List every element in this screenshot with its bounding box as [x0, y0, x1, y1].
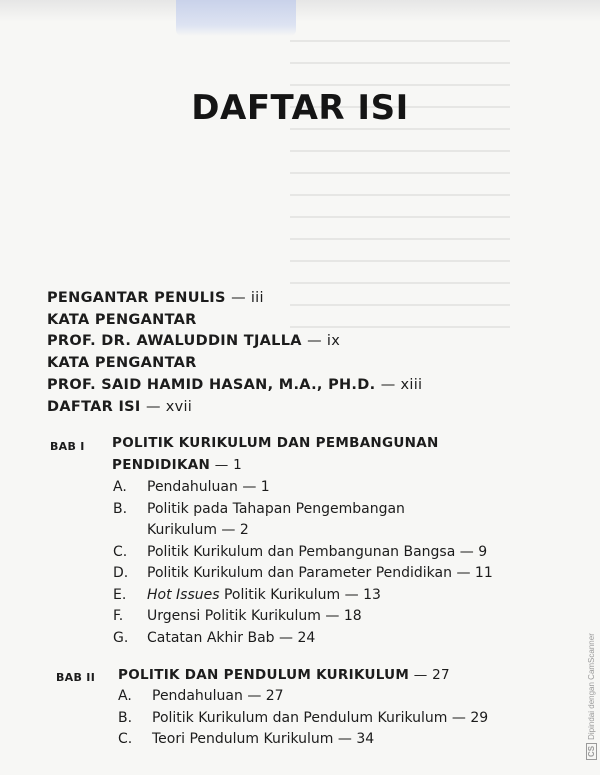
- page-number: 27: [432, 667, 450, 683]
- dash: —: [279, 629, 293, 646]
- page-number: 29: [470, 709, 489, 726]
- page-number: 34: [356, 731, 375, 747]
- dash: —: [221, 522, 236, 538]
- front-matter-item: [47, 310, 422, 332]
- page-number: 1: [260, 479, 270, 495]
- front-matter-text: PROF. DR. AWALUDDIN TJALLA: [47, 333, 302, 350]
- chapter-title-line: [112, 454, 439, 476]
- dash: —: [413, 667, 428, 683]
- dash: —: [459, 543, 474, 560]
- toc-entry: [118, 729, 488, 751]
- entry-text: Politik Kurikulum dan Pendulum Kurikulum: [152, 709, 448, 726]
- chapter-label: BAB II: [56, 671, 96, 684]
- chapter-entries: [113, 477, 493, 649]
- entry-letter: C.: [113, 543, 128, 560]
- page-number: 1: [233, 457, 242, 473]
- chapter-title: [112, 432, 439, 476]
- dash: —: [344, 586, 359, 603]
- scan-stamp-mark: [176, 0, 296, 36]
- front-matter-text: PROF. SAID HAMID HASAN, M.A., PH.D.: [47, 376, 376, 393]
- front-matter-text: KATA PENGANTAR: [47, 311, 197, 328]
- front-matter-item: [47, 375, 422, 397]
- front-matter-list: [47, 288, 422, 418]
- entry-letter: B.: [113, 500, 128, 517]
- chapter-title-text: PENDIDIKAN: [112, 457, 211, 473]
- entry-letter: F.: [113, 608, 124, 624]
- page-number: iii: [250, 290, 264, 306]
- front-matter-text: DAFTAR ISI: [47, 398, 141, 415]
- watermark-text: Dipindai dengan CamScanner: [587, 633, 596, 740]
- chapter-label: BAB I: [50, 440, 85, 453]
- chapter-title: [118, 664, 450, 686]
- dash: —: [337, 731, 352, 747]
- page-number: 27: [265, 688, 284, 704]
- page-number: 2: [239, 522, 249, 538]
- entry-letter: G.: [113, 629, 129, 646]
- entry-letter: D.: [113, 565, 129, 581]
- page-number: 18: [343, 608, 362, 624]
- entry-letter: A.: [113, 479, 127, 495]
- entry-text-italic: Hot Issues: [147, 586, 220, 603]
- dash: —: [456, 565, 471, 581]
- chapter-title-line: POLITIK KURIKULUM DAN PEMBANGUNAN: [112, 435, 439, 451]
- front-matter-item: [47, 397, 422, 419]
- dash: —: [325, 608, 340, 624]
- dash: —: [214, 457, 229, 473]
- entry-text: Catatan Akhir Bab: [147, 629, 275, 646]
- page-number: xiii: [400, 376, 423, 393]
- toc-entry: [113, 606, 493, 628]
- toc-entry: [113, 499, 493, 542]
- dash: —: [231, 290, 246, 306]
- entry-letter: E.: [113, 586, 127, 603]
- entry-text-cont: Kurikulum: [147, 522, 217, 538]
- camscanner-badge-icon: CS: [586, 743, 597, 760]
- entry-letter: A.: [118, 688, 132, 704]
- front-matter-text: PENGANTAR PENULIS: [47, 290, 226, 306]
- page-number: xvii: [165, 398, 193, 415]
- entry-text: Politik Kurikulum dan Pembangunan Bangsa: [147, 543, 456, 560]
- page-number: 13: [363, 586, 381, 603]
- page-number: ix: [326, 333, 341, 350]
- page-number: 24: [297, 629, 316, 646]
- entry-text: Politik pada Tahapan Pengembangan: [147, 500, 405, 517]
- entry-text: Politik Kurikulum: [223, 586, 341, 603]
- front-matter-item: [47, 331, 422, 353]
- toc-entry: [113, 585, 493, 607]
- chapter-title-text: POLITIK DAN PENDULUM KURIKULUM: [118, 667, 410, 683]
- page-title: DAFTAR ISI: [191, 88, 409, 128]
- toc-entry: [113, 563, 493, 585]
- entry-text: Urgensi Politik Kurikulum: [147, 608, 321, 624]
- toc-entry: [113, 542, 493, 564]
- toc-entry: [118, 708, 488, 730]
- scan-top-edge: [0, 0, 600, 22]
- toc-entry: [113, 477, 493, 499]
- page-number: 9: [478, 543, 488, 560]
- entry-text: Pendahuluan: [152, 688, 243, 704]
- front-matter-item: [47, 353, 422, 375]
- scanner-watermark: [586, 633, 597, 760]
- dash: —: [247, 688, 262, 704]
- dash: —: [242, 479, 257, 495]
- chapter-entries: [118, 686, 488, 751]
- front-matter-text: KATA PENGANTAR: [47, 355, 197, 372]
- entry-letter: B.: [118, 709, 133, 726]
- toc-entry: [118, 686, 488, 708]
- front-matter-item: [47, 288, 422, 310]
- page-number: 11: [474, 565, 493, 581]
- dash: —: [145, 398, 161, 415]
- entry-letter: C.: [118, 731, 133, 747]
- dash: —: [451, 709, 466, 726]
- toc-entry: [113, 628, 493, 650]
- dash: —: [380, 376, 396, 393]
- entry-text: Pendahuluan: [147, 479, 238, 495]
- entry-text: Teori Pendulum Kurikulum: [152, 731, 334, 747]
- dash: —: [307, 333, 322, 350]
- entry-text: Politik Kurikulum dan Parameter Pendidikan: [147, 565, 452, 581]
